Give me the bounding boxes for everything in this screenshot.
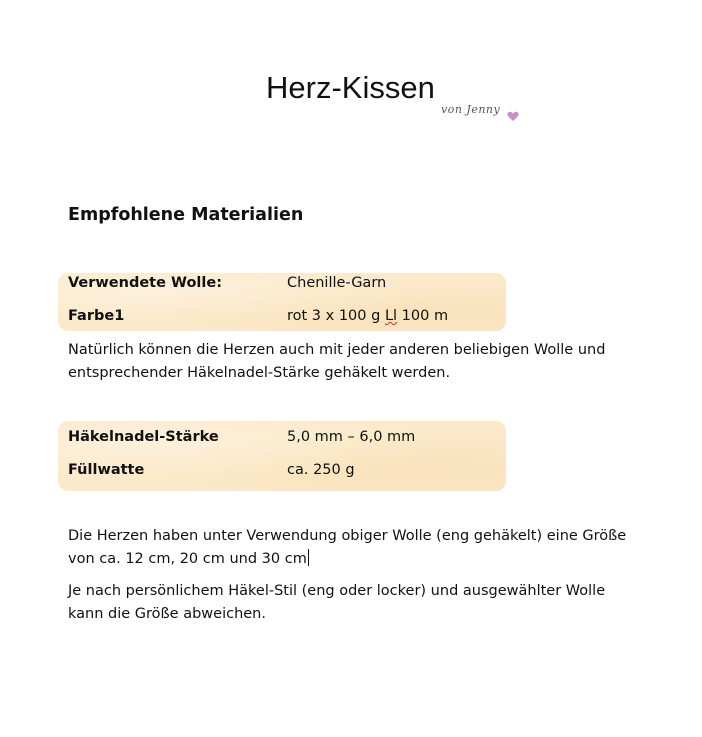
hook-size-value: 5,0 mm – 6,0 mm [287, 429, 416, 445]
document-title: Herz-Kissen [266, 70, 435, 105]
wool-note: Natürlich können die Herzen auch mit jeder anderen beliebigen Wolle und entsprechender Häkelnadel-Stärke gehäkelt werden. [68, 342, 606, 381]
stuffing-value: ca. 250 g [287, 462, 355, 478]
stuffing-label: Füllwatte [68, 462, 145, 478]
wool-label: Verwendete Wolle: [68, 275, 223, 291]
color-label: Farbe1 [68, 308, 125, 324]
logo [441, 97, 525, 125]
section-heading: Empfohlene Materialien [68, 205, 304, 225]
size-paragraph[interactable] [68, 525, 638, 571]
logo-text: von Jenny [441, 103, 501, 116]
color-value-suffix: 100 m [397, 308, 449, 324]
size-note: Je nach persönlichem Häkel-Stil (eng oder locker) und ausgewählter Wolle kann die Größe abweichen. [68, 583, 606, 622]
spellcheck-flagged-word: Ll [384, 308, 398, 324]
wool-value: Chenille-Garn [287, 275, 387, 291]
text-cursor [308, 549, 309, 566]
color-value-prefix: rot 3 x 100 g [287, 308, 385, 324]
size-text: Die Herzen haben unter Verwendung obiger Wolle (eng gehäkelt) eine Größe von ca. 12 cm, 20 cm und 30 cm [68, 528, 627, 567]
heart-icon [507, 111, 519, 122]
color-value [287, 308, 448, 324]
hook-size-label: Häkelnadel-Stärke [68, 429, 219, 445]
